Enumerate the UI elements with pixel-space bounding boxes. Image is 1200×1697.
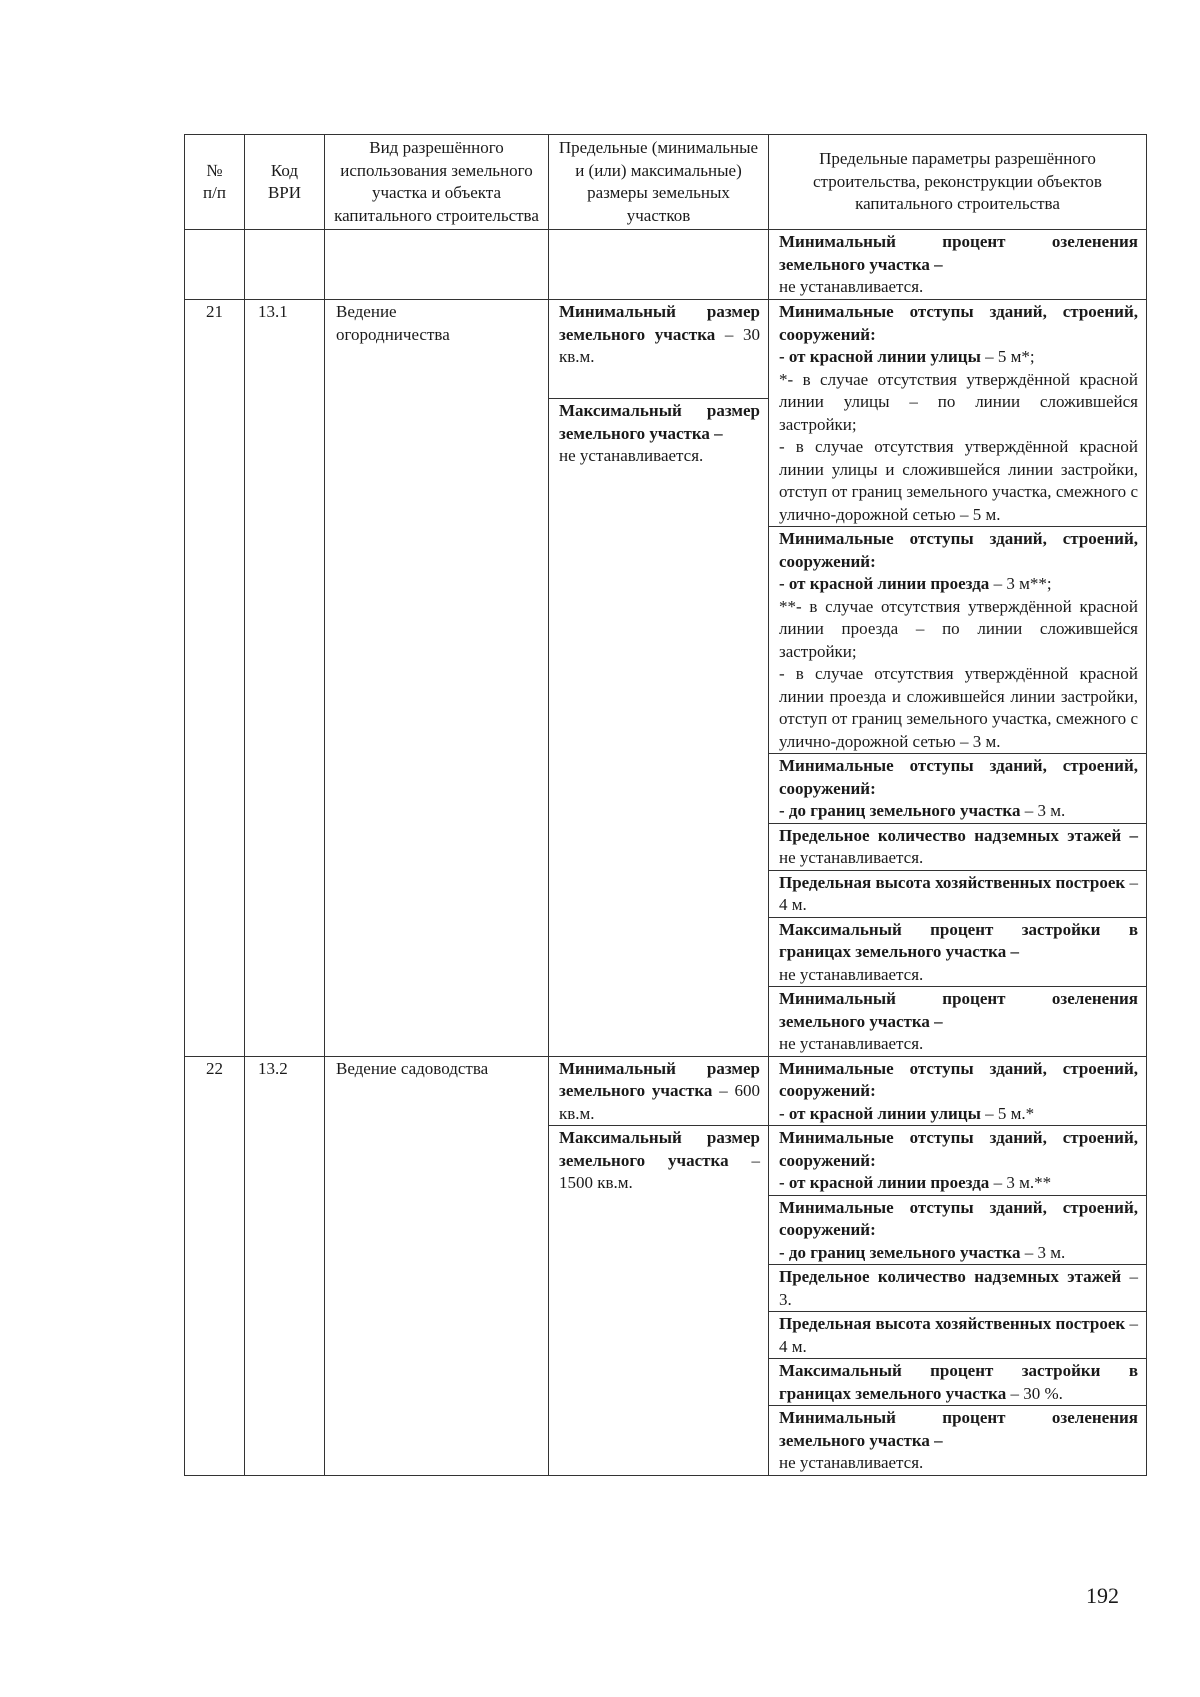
table-row bbox=[185, 1056, 1147, 1475]
row-code: 13.1 bbox=[245, 300, 325, 1057]
params-cell: Минимальные отступы зданий, строений, сооружений: - от красной линии улицы – 5 м*; *- в случае отсутствия утверждённой красной линии улицы – по линии сложившейся застройки; - в случае отсутствия утверждённой красной линии улицы и сложившейся линии застройки, отступ от границ земельного участка, смежного с улично-дорожной сетью – 5 м. Минимальные отступы зданий, строений, сооружений: - от красной линии проезда – 3 м**; **- в случае отсутствия утверждённой красной линии проезда – по линии сложившейся застройки; - в случае отсутствия утверждённой красной линии проезда и сложившейся линии застройки, отступ от границ земельного участка, смежного с улично-дорожной сетью – 3 м. Минимальные отступы зданий, строений, сооружений: - до границ земельного участка – 3 м. Предельное количество надземных этажей – не устанавливается. Предельная высота хозяйственных построек – 4 м. Максимальный процент застройки в границах земельного участка – не устанавливается. Минимальный процент озеленения земельного участка – не устанавливается. bbox=[769, 300, 1147, 1057]
continuation-row bbox=[185, 230, 1147, 300]
page-number: 192 bbox=[1086, 1583, 1119, 1608]
row-num: 21 bbox=[185, 300, 245, 1057]
sizes-cell: Минимальный размер земельного участка – 30 кв.м. Максимальный размер земельного участка – не устанавливается. bbox=[549, 300, 769, 1057]
header-params: Предельные параметры разрешённого строительства, реконструкции объектов капитального строительства bbox=[769, 135, 1147, 230]
row-code: 13.2 bbox=[245, 1056, 325, 1475]
header-sizes: Предельные (минимальные и (или) максимальные) размеры земельных участков bbox=[549, 135, 769, 230]
params-cell: Минимальные отступы зданий, строений, сооружений: - от красной линии улицы – 5 м.* Минимальные отступы зданий, строений, сооружений: - от красной линии проезда – 3 м.** Минимальные отступы зданий, строений, сооружений: - до границ земельного участка – 3 м. Предельное количество надземных этажей – 3. Предельная высота хозяйственных построек – 4 м. Максимальный процент застройки в границах земельного участка – 30 %. Минимальный процент озеленения земельного участка – не устанавливается. bbox=[769, 1056, 1147, 1475]
header-row bbox=[185, 135, 1147, 230]
sizes-cell: Минимальный размер земельного участка – 600 кв.м. Максимальный размер земельного участка – 1500 кв.м. bbox=[549, 1056, 769, 1475]
params-cell: Минимальный процент озеленения земельного участка – не устанавливается. bbox=[769, 230, 1147, 300]
header-code: Код ВРИ bbox=[245, 135, 325, 230]
row-num: 22 bbox=[185, 1056, 245, 1475]
table-row bbox=[185, 300, 1147, 1057]
header-num: № п/п bbox=[185, 135, 245, 230]
zoning-table bbox=[184, 134, 1147, 1476]
row-vri: Ведение садоводства bbox=[325, 1056, 549, 1475]
header-vri: Вид разрешённого использования земельного участка и объекта капитального строительства bbox=[325, 135, 549, 230]
row-vri: Ведение огородничества bbox=[325, 300, 549, 1057]
